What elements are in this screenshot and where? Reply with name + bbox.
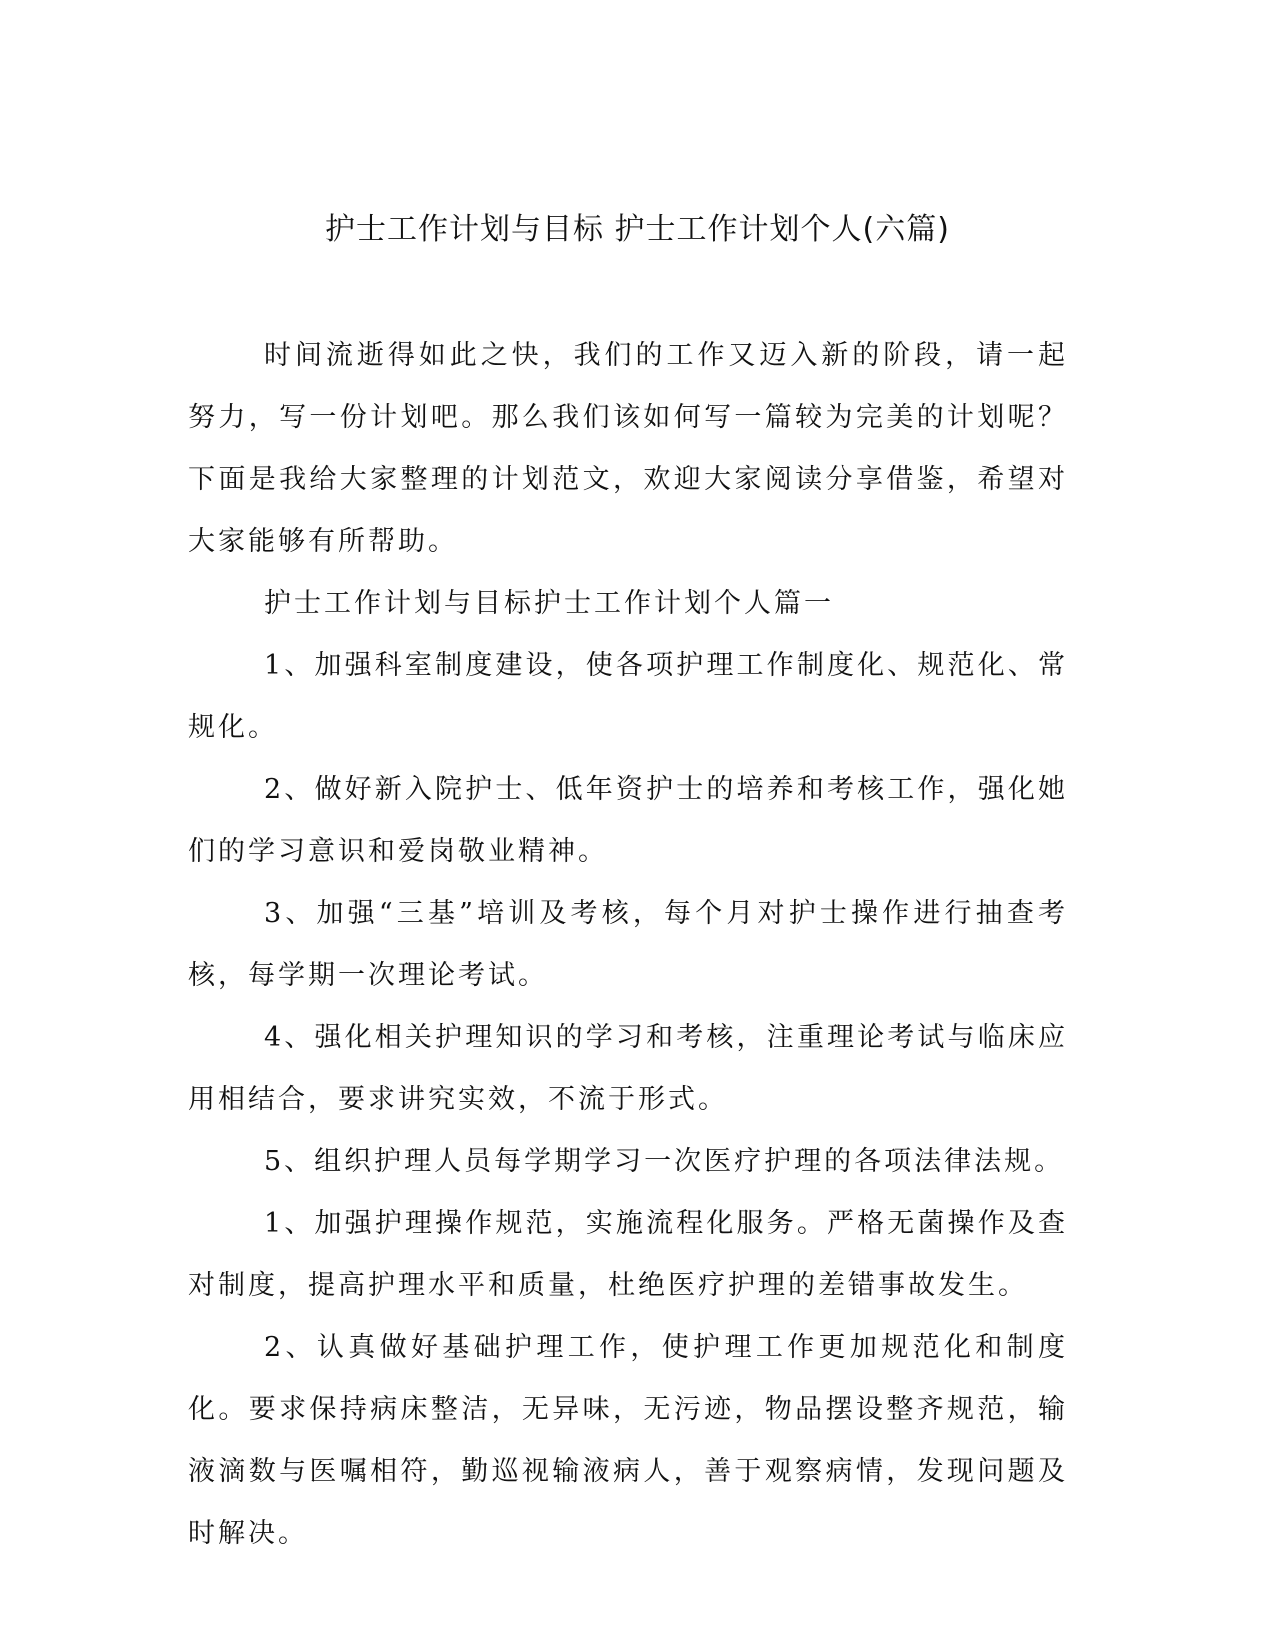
list-item: 2、做好新入院护士、低年资护士的培养和考核工作，强化她们的学习意识和爱岗敬业精神。 — [188, 774, 1068, 867]
list-item: 4、强化相关护理知识的学习和考核，注重理论考试与临床应用相结合，要求讲究实效，不流于形式。 — [188, 1022, 1068, 1115]
list-item: 3、加强“三基”培训及考核，每个月对护士操作进行抽查考核，每学期一次理论考试。 — [188, 898, 1068, 991]
document-body — [188, 325, 1068, 1565]
list-item: 5、组织护理人员每学期学习一次医疗护理的各项法律法规。 — [264, 1146, 1065, 1177]
section-heading: 护士工作计划与目标护士工作计划个人篇一 — [264, 588, 834, 619]
intro-paragraph: 时间流逝得如此之快，我们的工作又迈入新的阶段，请一起努力，写一份计划吧。那么我们该如何写一篇较为完美的计划呢？下面是我给大家整理的计划范文，欢迎大家阅读分享借鉴，希望对大家能够有所帮助。 — [188, 340, 1068, 557]
document-title: 护士工作计划与目标 护士工作计划个人(六篇) — [325, 212, 950, 247]
list-item: 1、加强科室制度建设，使各项护理工作制度化、规范化、常规化。 — [188, 650, 1068, 743]
list-item: 1、加强护理操作规范，实施流程化服务。严格无菌操作及查对制度，提高护理水平和质量，杜绝医疗护理的差错事故发生。 — [188, 1208, 1068, 1301]
list-item: 2、认真做好基础护理工作，使护理工作更加规范化和制度化。要求保持病床整洁，无异味，无污迹，物品摆设整齐规范，输液滴数与医嘱相符，勤巡视输液病人，善于观察病情，发现问题及时解决。 — [188, 1332, 1068, 1549]
